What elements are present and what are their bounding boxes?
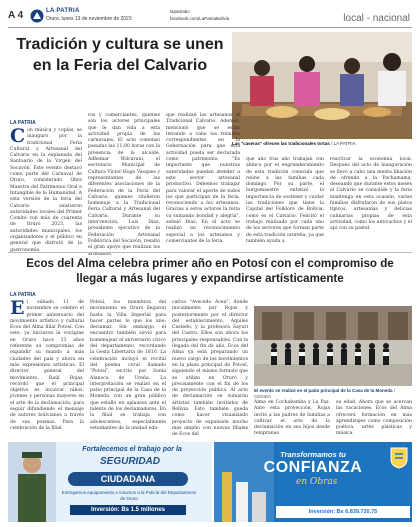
article1-column-5: reactivar la economía local. Después del acto de inauguración se llevó a cabo una menta libación de ofrenda a la Pachamama, deseando que durante estos meses el Calvario se consolide y la feria mantenga en esta ocasión, varias familias disfrutaron de sus platos típicos, artesanías y delicias culinarias propias de esta actividad, como los anticuchos y el api con su pastel. [330,157,412,232]
ad-line-1: Transformamos tu [280,450,346,459]
article2-photo [254,306,412,386]
police-officer-icon [8,442,56,522]
column-text: on música y coplas, se inauguró por la tradicional Feria Cultural y Artesanal del Calvario en la explanada del Santuario de la Virgen del Socavón. Este evento destacó como parte del Carnaval de Oruro, considerado Obra Maestra del Patrimonio Oral e Intangible de la Humanidad. A esta versión de la feria del Calvario asistieron autoridades locales del Primer Comité con más de cuarenta de Oruro 2023, las autoridades municipales, los organizadores y el público en general que disfrutó de la gastronomía. [10,128,82,253]
ad-pill: CIUDADANA [68,472,188,486]
article1-photo [232,32,412,139]
brand-name: LA PATRIA [46,8,80,14]
article2-headline: Ecos del Alma celebra primer año en Potosí con el compromiso de llegar a más lugares y expandirse artísticamente [26,257,394,285]
page-number: A 4 [8,10,24,21]
social-facebook[interactable]: facebook.com/LaPatriaBolivia [170,16,230,21]
social-handle[interactable]: lapatriabo [170,9,190,14]
article1-column-1 [10,125,82,253]
article1-byline: LA PATRIA [10,120,36,126]
dropcap: C [10,125,26,147]
issue-date: Oruro, lunes 13 de noviembre de 2023 [46,16,132,22]
ad-line-3: Entregamos equipamiento e insumos a la Policía del Departamento de Oruro [61,490,197,501]
ad-investment: Inversión: Bs 1.5 millones [70,505,186,515]
dropcap: E [10,297,25,319]
header-divider [8,27,412,28]
article2-byline: LA PATRIA [10,292,36,298]
article1-column-2: ros y comerciantes, quienes son los actores principales que le dan vida a esta actividad propia de los carnavales. El acto comenzó pasadas las 11:00 horas con la presencia de la alcalde, Adhemar Wilcarani, el secretario Municipal de Cultura Víctor Hugo Vásquez y representantes de las diferentes asociaciones de la Federación de la Feria del Calvario, quienes rindieron homenaje a la Tradicional Feria Cultural y Artesanal del Calvario. Durante su intervención, Luis Diaz, presidente ejecutivo de la Federación Artesanal Folklórica del Socavón, resaltó el gran apoyo que realizan los artesanos. [88,113,160,257]
caption-credit: / LA PATRIA [331,141,356,146]
caption-text: Las "caseras" ofrecen las tradicionales tortas [232,141,330,146]
article2-photo-caption [254,388,412,400]
article-divider [8,252,412,253]
page-header [0,0,420,30]
article1-photo-caption [232,141,412,146]
section-label: local - nacional [343,13,410,24]
article2-column-5: su edad. Ahora que se acercan las vacaciones, Ecos del Alma ofrecerá formación en más aprendizajes como composición poética, artes plásticas y música. [336,400,412,437]
coat-of-arms-icon [390,447,408,469]
ad-citizen-security[interactable] [8,442,212,522]
article2-column-1 [10,297,84,438]
article1-column-3: que realizan los artesanos al Tradicional Calvario. Además, mencionó que se están llevando a cabo los trámites correspondientes en la Gobernación para que esta actividad pueda ser declarada como patrimonio. "Es importante que nuestras autoridades puedan atender a este sector artesanal productivo. Debemos trabajar para valorar el aporte de todos los que participan de la feria, reconociendo a los artesanos. Gracias a estos actores la feria va sumando bondad y alegría", señaló Diaz. En el acto se realizó un reconocimiento especial a los artesanos y comerciantes de la feria. [166,113,240,244]
social-links [170,8,229,22]
caption-credit: / CEDIDA [254,388,396,399]
ad-line-2: SEGURIDAD [100,456,161,467]
column-text: l sábado 11 de noviembre se celebró el primer aniversario del movimiento artístico y cultural Ecos del Alma filial Potosí. Con este, ya iniciaron la vorágine en Oruro hace 13 años referente su compromiso de expandir su mundo a más ciudades del país y ahora en más expresiones artísticas. El director general del movimiento, Raúl Rojas, recordó que el principal objetivo es inculcar niños, jóvenes y personas mayores en el arte de la declamación, para seguir difundiendo el mensaje de autores bolivianos a través de sus poemas. Para la celebración de la filial [10,300,84,431]
ad-investment: Inversión: Bs 6.839.720,75 [276,506,410,518]
article1-column-4: que año tras año trabajan con ahínco por el engrandecimiento de esta tradición conocida que reúne a las familias cada domingo. Por su parte, el burgomaestre enfatizó la importancia de sostener y cuidar las tradiciones que tiene la Capital del Folklore de Bolivia, como es el Calvario. Felicitó el trabajo realizado por cada uno de los sectores que forman parte de esta tradición orureña, ya que también ayuda a [246,157,324,244]
newspaper-logo-icon [30,8,44,22]
article2-column-3: cativa "Avecedo Acea", donde inicialmente por Rojas y posteriormente por el director del establecimiento, Aquiles Castedo, y la profesora Sayuri del Castro. Ellos son ahora los principales responsables. Con la llegada del fin de año, Ecos del Alma ya está preparando un nuevo cargo de los movimientos en la plaza principal de Potosí, siguiendo el mismo formato que se utiliza en Oruro y precisamente con el fin de los de proyección pública. Al acto de declamación se sumarán artistas también invitados de Bolivia. Esto también queda como hacer visualizado proyecto de expansión mucho más amplio con nuevas filiales de Ecos del [172,300,248,438]
ad-confidence[interactable] [214,442,412,522]
article2-column-4: Alma en Cochabamba y La Paz. Ante esta proyección, Rojas invitó a las padres de familias a cultivar el arte de la declamación en sus hijos desde tempranas [254,400,330,437]
ad-line-1: Fortalecemos el trabajo por la [82,446,182,453]
article2-column-2: Potosí, los miembros del movimiento en Oruro llegaron hasta la Villa Imperial para hacer partes lo que los une: declamar. Sin embargo, el encuentro también sirvió para homenajear el aniversario cívico del departamento, recordando la Gesta Libertaria de 1810. La celebración incluyó el recital del poema coral llamado "Potosí", escrito por Sonia Alanoca de Ureña. La interpretación se realizó en el patio principal de la Casa de la Moneda, con un gran público que estalló en aplausos ante el talento de los declamadores. En la filial se trabaja con adolescentes, especialmente estudiantes de la unidad edu- [90,300,166,431]
ad-line-2: CONFIANZA [263,459,363,476]
article1-headline: Tradición y cultura se unen en la Feria del Calvario [16,36,224,74]
caption-text: El evento se realizó en el patio principal de la Casa de la Moneda [254,388,393,393]
ad-line-3: en Obras [296,477,338,487]
